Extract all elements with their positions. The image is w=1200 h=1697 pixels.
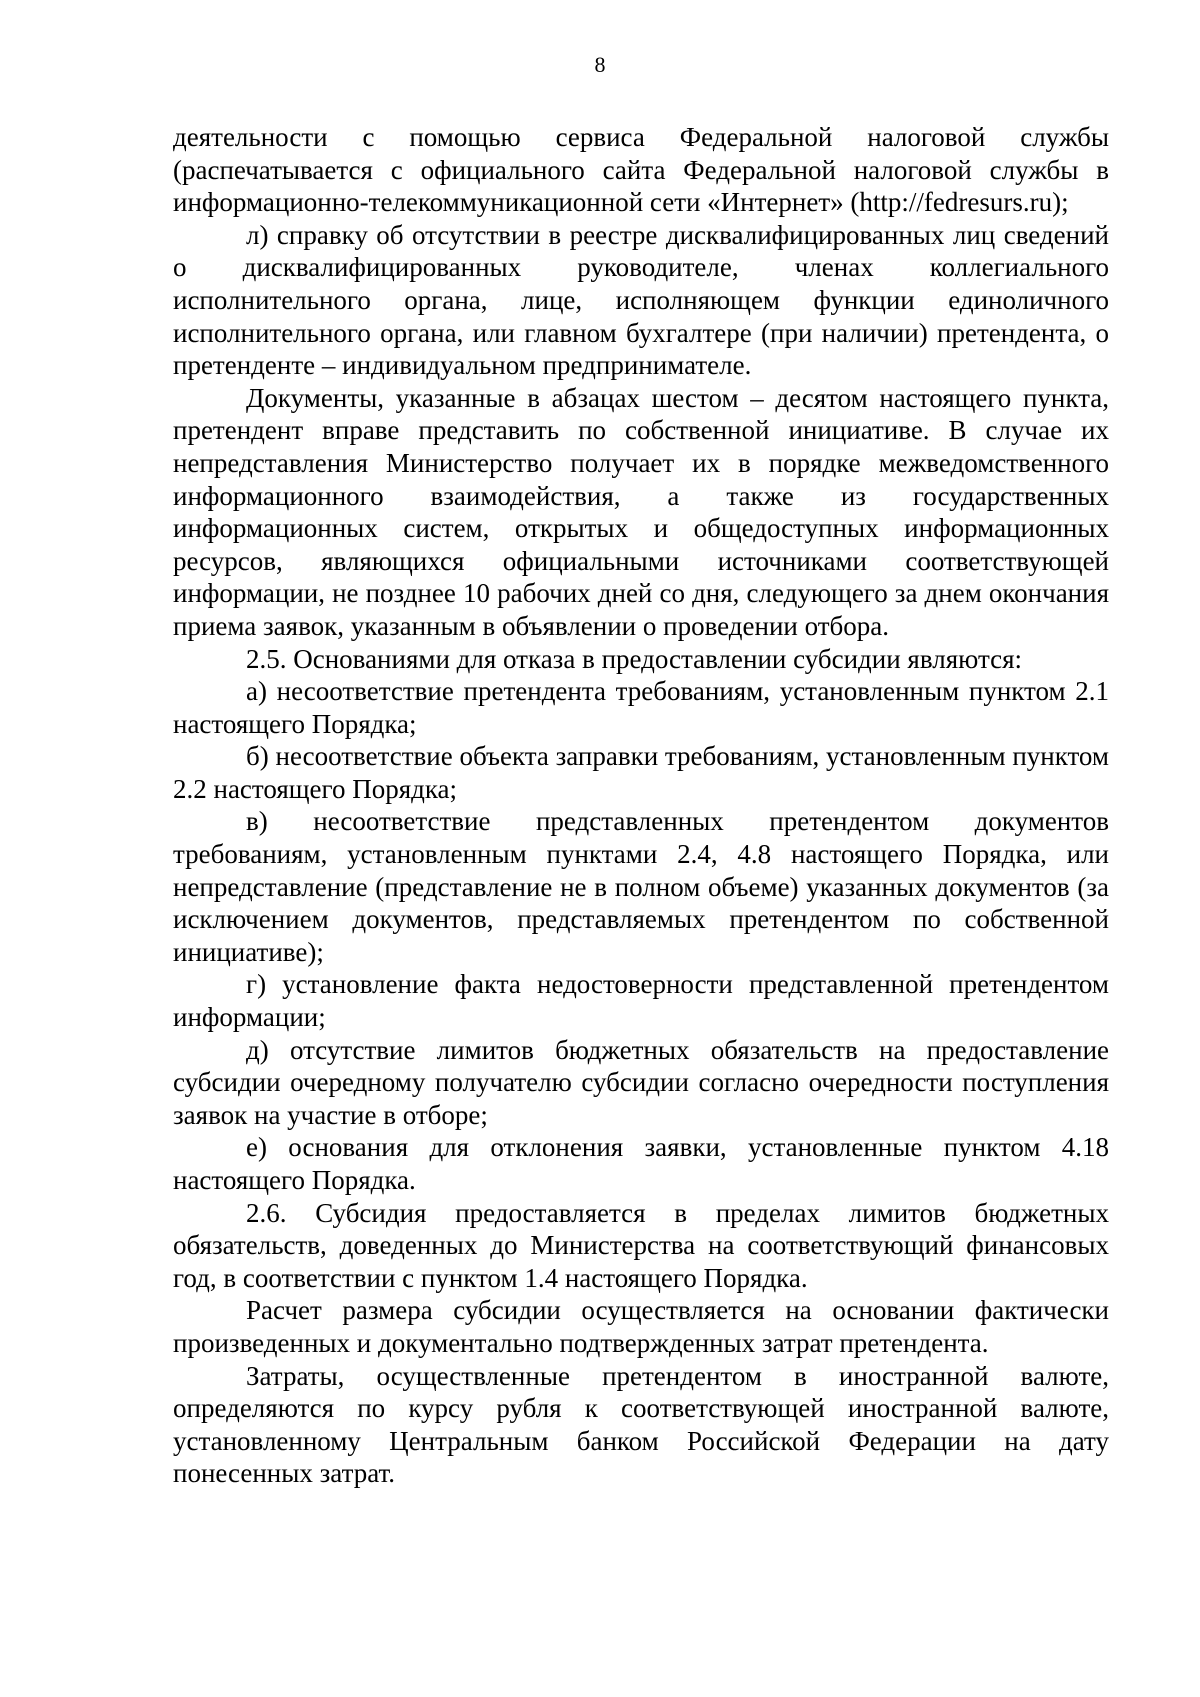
page-number: 8 [594, 52, 606, 77]
paragraph-item-v: в) несоответствие представленных претендентом документов требованиям, установленным пунктами 2.4, 4.8 настоящего Порядка, или непредставление (представление не в полном объеме) указанных документов (за исключением документов, представляемых претендентом по собственной инициативе); [173, 806, 1109, 967]
paragraph-2-6-subsidy-limits: 2.6. Субсидия предоставляется в пределах лимитов бюджетных обязательств, доведенных до Министерства на соответствующий финансовых год, в соответствии с пунктом 1.4 настоящего Порядка. [173, 1197, 1109, 1293]
paragraph-item-a: а) несоответствие претендента требованиям, установленным пунктом 2.1 настоящего Порядка; [173, 676, 1109, 739]
document-body [173, 121, 1109, 1490]
paragraph-item-d: д) отсутствие лимитов бюджетных обязательств на предоставление субсидии очередному получателю субсидии согласно очередности поступления заявок на участие в отборе; [173, 1034, 1109, 1130]
paragraph-item-l-disqualification: л) справку об отсутствии в реестре дисквалифицированных лиц сведений о дисквалифицированных руководителе, членах коллегиального исполнительного органа, лице, исполняющем функции единоличного исполнительного органа, или главном бухгалтере (при наличии) претендента, о претенденте – индивидуальном предпринимателе. [173, 219, 1109, 381]
paragraph-subsidy-calculation: Расчет размера субсидии осуществляется на основании фактически произведенных и документально подтвержденных затрат претендента. [173, 1295, 1109, 1358]
paragraph-foreign-currency-costs: Затраты, осуществленные претендентом в иностранной валюте, определяются по курсу рубля к соответствующей иностранной валюте, установленному Центральным банком Российской Федерации на дату понесенных затрат. [173, 1360, 1109, 1489]
paragraph-fns-service-continuation: деятельности с помощью сервиса Федеральной налоговой службы (распечатывается с официального сайта Федеральной налоговой службы в информационно-телекоммуникационной сети «Интернет» (http://fedresurs.ru); [173, 122, 1109, 218]
paragraph-item-g: г) установление факта недостоверности представленной претендентом информации; [173, 969, 1109, 1033]
paragraph-item-e: е) основания для отклонения заявки, установленные пунктом 4.18 настоящего Порядка. [173, 1132, 1109, 1195]
paragraph-item-b: б) несоответствие объекта заправки требованиям, установленным пунктом 2.2 настоящего Порядка; [173, 741, 1109, 804]
paragraph-2-5-grounds-for-refusal: 2.5. Основаниями для отказа в предоставлении субсидии являются: [246, 643, 1022, 674]
paragraph-documents-own-initiative: Документы, указанные в абзацах шестом – десятом настоящего пункта, претендент вправе представить по собственной инициативе. В случае их непредставления Министерство получает их в порядке межведомственного информационного взаимодействия, а также из государственных информационных систем, открытых и общедоступных информационных ресурсов, являющихся официальными источниками соответствующей информации, не позднее 10 рабочих дней со дня, следующего за днем окончания приема заявок, указанным в объявлении о проведении отбора. [173, 382, 1109, 641]
